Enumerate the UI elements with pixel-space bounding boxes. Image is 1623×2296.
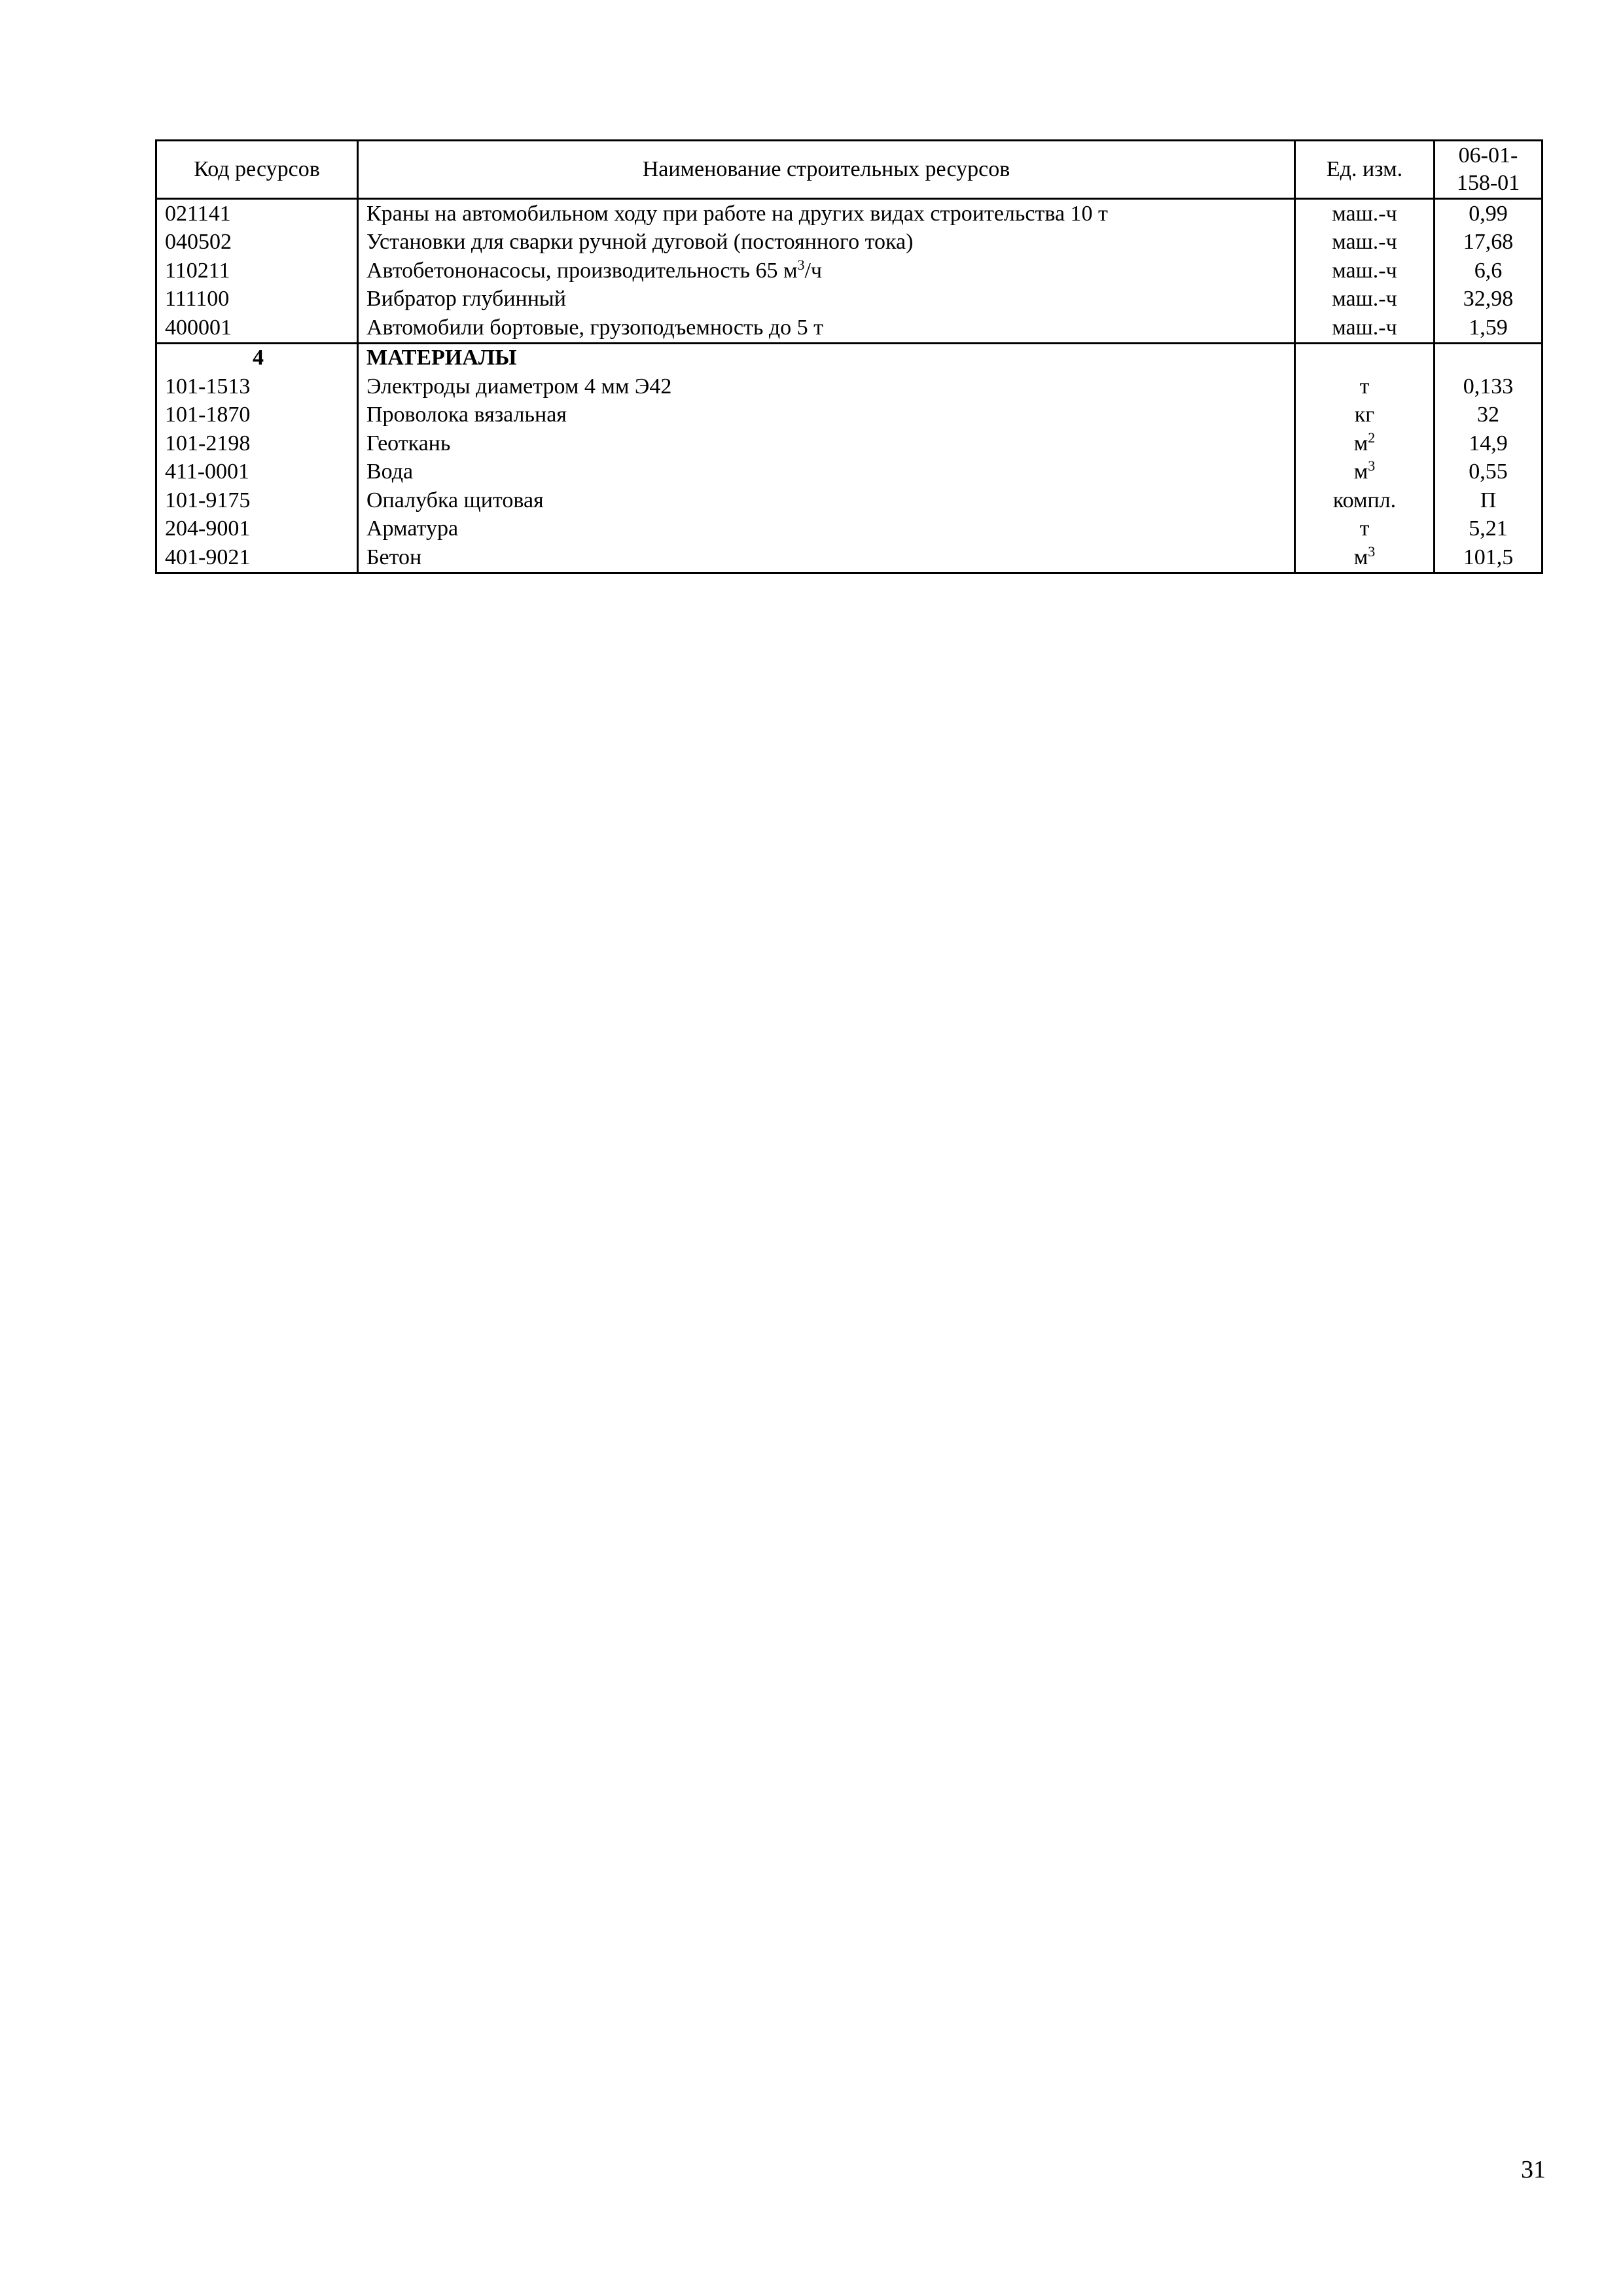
resource-unit: маш.-ч xyxy=(1295,285,1435,314)
section-row xyxy=(156,343,1543,372)
resource-unit: т xyxy=(1295,372,1435,401)
resource-value: 0,99 xyxy=(1435,199,1543,228)
resource-unit xyxy=(1295,543,1435,573)
resource-name: Автомобили бортовые, грузоподъемность до 5 т xyxy=(358,314,1295,343)
resource-unit xyxy=(1295,458,1435,487)
superscript: 3 xyxy=(1368,457,1376,475)
superscript: 3 xyxy=(797,257,805,273)
header-unit: Ед. изм. xyxy=(1295,141,1435,199)
resource-name-suffix: /ч xyxy=(804,258,823,283)
resource-code: 101-1513 xyxy=(156,372,358,401)
resource-value: 6,6 xyxy=(1435,257,1543,285)
empty-cell xyxy=(1295,343,1435,372)
resource-unit: маш.-ч xyxy=(1295,199,1435,228)
resource-code: 110211 xyxy=(156,257,358,285)
table-row xyxy=(156,228,1543,257)
empty-cell xyxy=(1435,343,1543,372)
resource-unit: маш.-ч xyxy=(1295,257,1435,285)
resource-name: Проволока вязальная xyxy=(358,401,1295,430)
resource-code: 101-9175 xyxy=(156,486,358,515)
resource-name: Вода xyxy=(358,458,1295,487)
resource-value: 0,55 xyxy=(1435,458,1543,487)
header-norm-code xyxy=(1435,141,1543,199)
unit-base: м xyxy=(1353,545,1368,569)
resource-code: 111100 xyxy=(156,285,358,314)
resource-unit: маш.-ч xyxy=(1295,228,1435,257)
resource-name: Установки для сварки ручной дуговой (постоянного тока) xyxy=(358,228,1295,257)
resource-value: 0,133 xyxy=(1435,372,1543,401)
resource-value: 32 xyxy=(1435,401,1543,430)
table-row xyxy=(156,257,1543,285)
resource-code: 101-1870 xyxy=(156,401,358,430)
resource-name: Краны на автомобильном ходу при работе на других видах строительства 10 т xyxy=(358,199,1295,228)
table-row xyxy=(156,486,1543,515)
resource-value: 17,68 xyxy=(1435,228,1543,257)
resource-name-text: Автобетононасосы, производительность 65 м xyxy=(366,258,798,283)
table-row xyxy=(156,515,1543,544)
resource-name: Бетон xyxy=(358,543,1295,573)
table-row xyxy=(156,543,1543,573)
resource-unit: маш.-ч xyxy=(1295,314,1435,343)
table-row xyxy=(156,372,1543,401)
page-number: 31 xyxy=(1521,2156,1546,2183)
table-row xyxy=(156,458,1543,487)
resource-code: 021141 xyxy=(156,199,358,228)
header-norm-code-line2: 158-01 xyxy=(1456,171,1520,195)
table-header-row xyxy=(156,141,1543,199)
resource-code: 400001 xyxy=(156,314,358,343)
superscript: 3 xyxy=(1368,543,1376,560)
resource-value: 1,59 xyxy=(1435,314,1543,343)
resource-unit xyxy=(1295,429,1435,458)
resource-name: Опалубка щитовая xyxy=(358,486,1295,515)
table-row xyxy=(156,199,1543,228)
header-name: Наименование строительных ресурсов xyxy=(358,141,1295,199)
resource-value: 32,98 xyxy=(1435,285,1543,314)
unit-base: м xyxy=(1353,431,1368,456)
superscript: 2 xyxy=(1368,429,1376,446)
table-row xyxy=(156,285,1543,314)
resource-code: 401-9021 xyxy=(156,543,358,573)
header-code: Код ресурсов xyxy=(156,141,358,199)
resource-code: 040502 xyxy=(156,228,358,257)
resources-table xyxy=(155,139,1543,574)
section-title: МАТЕРИАЛЫ xyxy=(358,343,1295,372)
section-code: 4 xyxy=(156,343,358,372)
resource-name: Вибратор глубинный xyxy=(358,285,1295,314)
resource-name xyxy=(358,257,1295,285)
resource-unit: компл. xyxy=(1295,486,1435,515)
table-row xyxy=(156,314,1543,343)
header-norm-code-line1: 06-01- xyxy=(1458,143,1518,168)
resource-unit: т xyxy=(1295,515,1435,544)
resource-value: 5,21 xyxy=(1435,515,1543,544)
resource-code: 204-9001 xyxy=(156,515,358,544)
resource-value: 14,9 xyxy=(1435,429,1543,458)
table-row xyxy=(156,429,1543,458)
resource-name: Электроды диаметром 4 мм Э42 xyxy=(358,372,1295,401)
resource-name: Арматура xyxy=(358,515,1295,544)
table-row xyxy=(156,401,1543,430)
resource-value: П xyxy=(1435,486,1543,515)
resource-code: 101-2198 xyxy=(156,429,358,458)
resource-code: 411-0001 xyxy=(156,458,358,487)
unit-base: м xyxy=(1353,459,1368,484)
resource-unit: кг xyxy=(1295,401,1435,430)
resource-value: 101,5 xyxy=(1435,543,1543,573)
resource-name: Геоткань xyxy=(358,429,1295,458)
